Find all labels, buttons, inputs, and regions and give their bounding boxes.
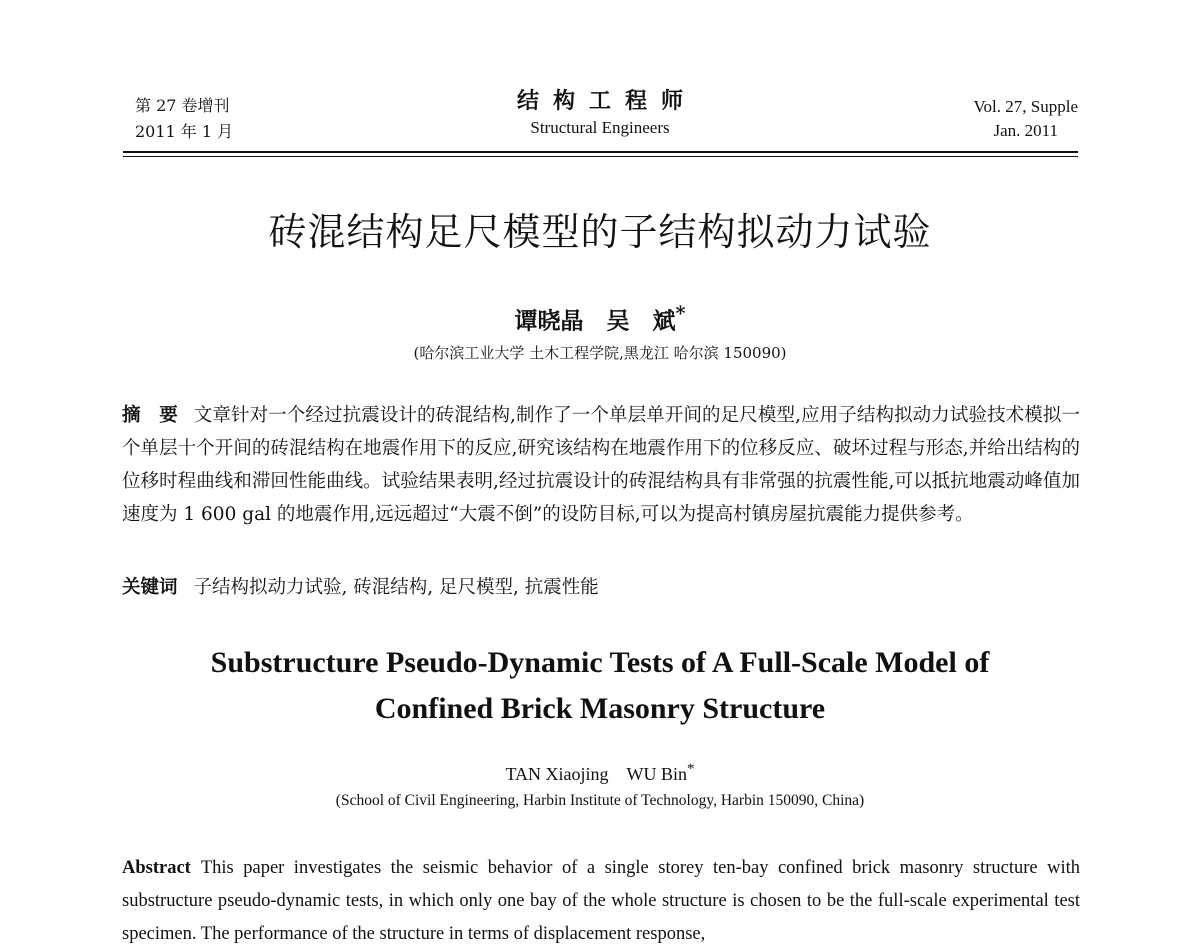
corresponding-mark: * xyxy=(675,302,686,325)
authors-en xyxy=(0,756,1200,787)
journal-issue-cn xyxy=(135,93,233,145)
date-cn: 2011 年 1 月 xyxy=(135,122,234,141)
journal-name-cn: 结构工程师 xyxy=(516,88,697,114)
abstract-en xyxy=(122,852,1080,951)
volume-cn: 第 27 卷增刊 xyxy=(135,96,230,115)
keywords-cn xyxy=(122,573,1080,603)
authors-cn xyxy=(0,298,1200,338)
header-rule-thin xyxy=(123,156,1078,157)
abstract-text-cn: 文章针对一个经过抗震设计的砖混结构,制作了一个单层单开间的足尺模型,应用子结构拟动力试验技术模拟一个单层十个开间的砖混结构在地震作用下的反应,研究该结构在地震作用下的位移反应、破坏过程与形态,并给出结构的位移时程曲线和滞回性能曲线。试验结果表明,经过抗震设计的砖混结构具有非常强的抗震性能,可以抵抗地震动峰值加速度为 1 600 gal 的地震作用,远远超过“大震不倒”的设防目标,可以为提高村镇房屋抗震能力提供参考。 xyxy=(122,405,1080,525)
paper-title-cn: 砖混结构足尺模型的子结构拟动力试验 xyxy=(268,210,932,254)
author-names-en: TAN Xiaojing WU Bin xyxy=(505,764,688,784)
date-en: Jan. 2011 xyxy=(993,121,1058,140)
abstract-text-en: This paper investigates the seismic behavior of a single storey ten-bay confined brick masonry structure with substructure pseudo-dynamic tests, in which only one bay of the whole structure is chosen to be the full-scale experimental test specimen. The performance of the structure in terms of displacement response, xyxy=(122,858,1080,944)
journal-issue-en xyxy=(973,95,1078,143)
paper-title-en xyxy=(0,640,1200,732)
abstract-label-cn: 摘 要 xyxy=(122,405,178,426)
affiliation-en: (School of Civil Engineering, Harbin Institute of Technology, Harbin 150090, China) xyxy=(335,792,865,809)
corresponding-mark-en: * xyxy=(687,761,695,777)
affiliation-cn: (哈尔滨工业大学 土木工程学院,黑龙江 哈尔滨 150090) xyxy=(413,344,787,362)
abstract-cn xyxy=(122,399,1080,531)
abstract-label-en: Abstract xyxy=(122,858,191,878)
volume-en: Vol. 27, Supple xyxy=(973,97,1078,116)
header-rule-thick xyxy=(123,151,1078,153)
keywords-text-cn: 子结构拟动力试验, 砖混结构, 足尺模型, 抗震性能 xyxy=(193,577,599,598)
title-en-line1: Substructure Pseudo-Dynamic Tests of A Full-Scale Model of xyxy=(210,646,990,679)
journal-name xyxy=(400,86,800,140)
title-en-line2: Confined Brick Masonry Structure xyxy=(374,692,826,725)
keywords-label-cn: 关键词 xyxy=(122,577,178,598)
journal-name-en: Structural Engineers xyxy=(530,118,670,137)
author-names-cn: 谭晓晶 吴 斌 xyxy=(514,307,676,335)
